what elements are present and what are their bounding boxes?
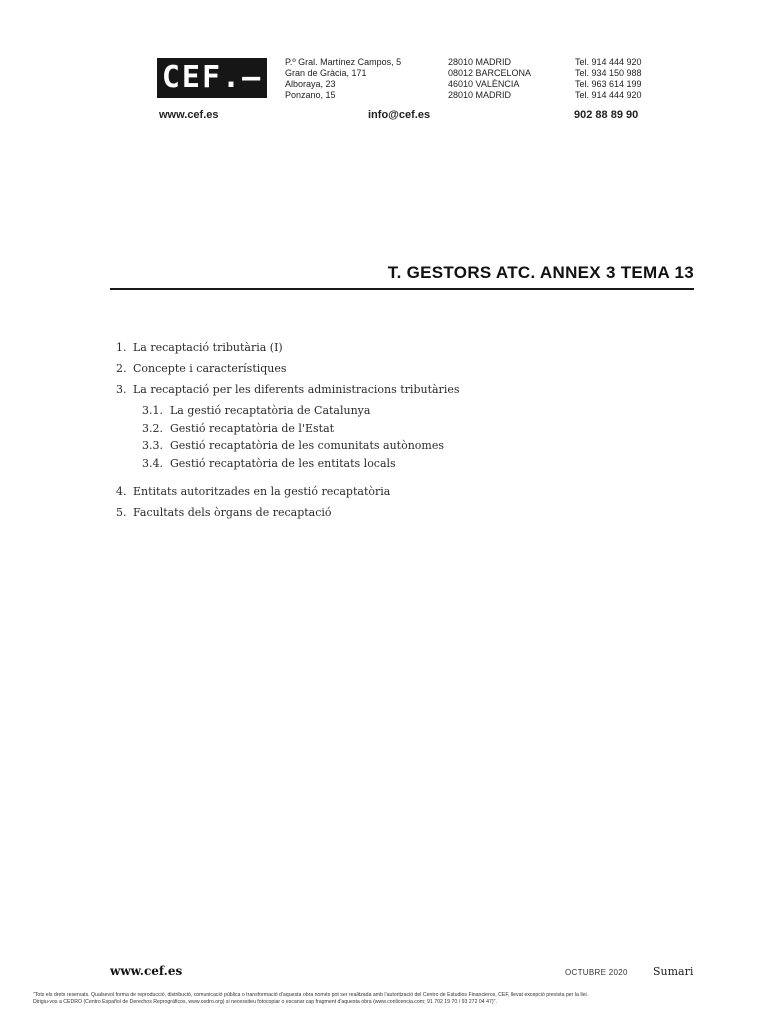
address-phone: Tel. 914 444 920 [575,90,642,100]
address-city: 28010 MADRID [448,90,512,100]
toc-subitem[interactable] [116,422,676,440]
toc-subitem-text: Gestió recaptatòria de l'Estat [170,421,335,435]
address-street: Alboraya, 23 [285,79,336,89]
address-phone: Tel. 963 614 199 [575,79,642,89]
document-title: T. GESTORS ATC. ANNEX 3 TEMA 13 [387,263,694,282]
toc-item[interactable] [116,383,676,404]
legal-line: "Tots els drets reservats. Qualsevol forma de reproducció, distribució, comunicació pública o transformació d'aquesta obra només pot ser realitzada amb l'autorització del Centro de Estudios Financieros, CEF, llevat excepció prevista per la llei. [33,992,589,998]
header-website-link[interactable]: www.cef.es [159,109,219,121]
address-city: 46010 VALÈNCIA [448,79,520,89]
toc-item-number: 1. [116,341,127,354]
footer-legal-notice [33,992,735,1006]
toc-subitem-number: 3.2. [142,421,163,435]
address-phone: Tel. 934 150 988 [575,68,642,78]
toc-item-text: Entitats autoritzades en la gestió recaptatòria [133,484,391,498]
cef-logo: CEF.– [157,58,267,98]
toc-item[interactable] [116,362,676,383]
toc-item[interactable] [116,341,676,362]
toc-subitem-text: Gestió recaptatòria de les entitats locals [170,456,396,470]
toc-item[interactable] [116,485,676,506]
address-cities [448,57,531,101]
address-phone: Tel. 914 444 920 [575,57,642,67]
address-street: Ponzano, 15 [285,90,336,100]
address-streets [285,57,401,101]
address-city: 08012 BARCELONA [448,68,532,78]
address-phones [575,57,642,101]
footer-website-link[interactable]: www.cef.es [110,964,183,978]
toc-item-number: 3. [116,383,127,396]
toc-item[interactable] [116,506,676,527]
toc-item-number: 5. [116,505,127,519]
title-divider [110,288,694,290]
toc-subitem[interactable] [116,404,676,422]
toc-subitem-text: La gestió recaptatòria de Catalunya [170,404,371,417]
toc-subitem-number: 3.1. [142,404,163,417]
footer-date: OCTUBRE 2020 [565,968,628,977]
toc-item-text: La recaptació per les diferents administracions tributàries [133,383,460,396]
toc-subitem-number: 3.4. [142,456,163,470]
header-email-link[interactable]: info@cef.es [368,109,431,121]
toc-item-text: Facultats dels òrgans de recaptació [133,505,332,519]
address-city: 28010 MADRID [448,57,512,67]
toc-item-text: La recaptació tributària (I) [133,341,283,354]
toc-subitem-text: Gestió recaptatòria de les comunitats autònomes [170,439,445,452]
toc-item-number: 4. [116,484,127,498]
legal-line: Dirigiu-vos a CEDRO (Centro Español de Derechos Reprográficos, www.cedro.org) si necessiteu fotocopiar o escanar cap fragment d'aquesta obra (www.conlicencia.com; 91 702 19 70 / 93 272 04 47)". [33,999,497,1005]
address-street: Gran de Gràcia, 171 [285,68,367,78]
header-phone: 902 88 89 90 [574,109,639,121]
table-of-contents [116,341,676,527]
toc-subitem[interactable] [116,439,676,457]
toc-item-number: 2. [116,362,127,375]
address-street: P.º Gral. Martínez Campos, 5 [285,57,402,67]
toc-item-text: Concepte i característiques [133,362,287,375]
toc-subitem-number: 3.3. [142,439,163,452]
footer-section-label: Sumari [653,965,694,978]
toc-subitem[interactable] [116,457,676,485]
